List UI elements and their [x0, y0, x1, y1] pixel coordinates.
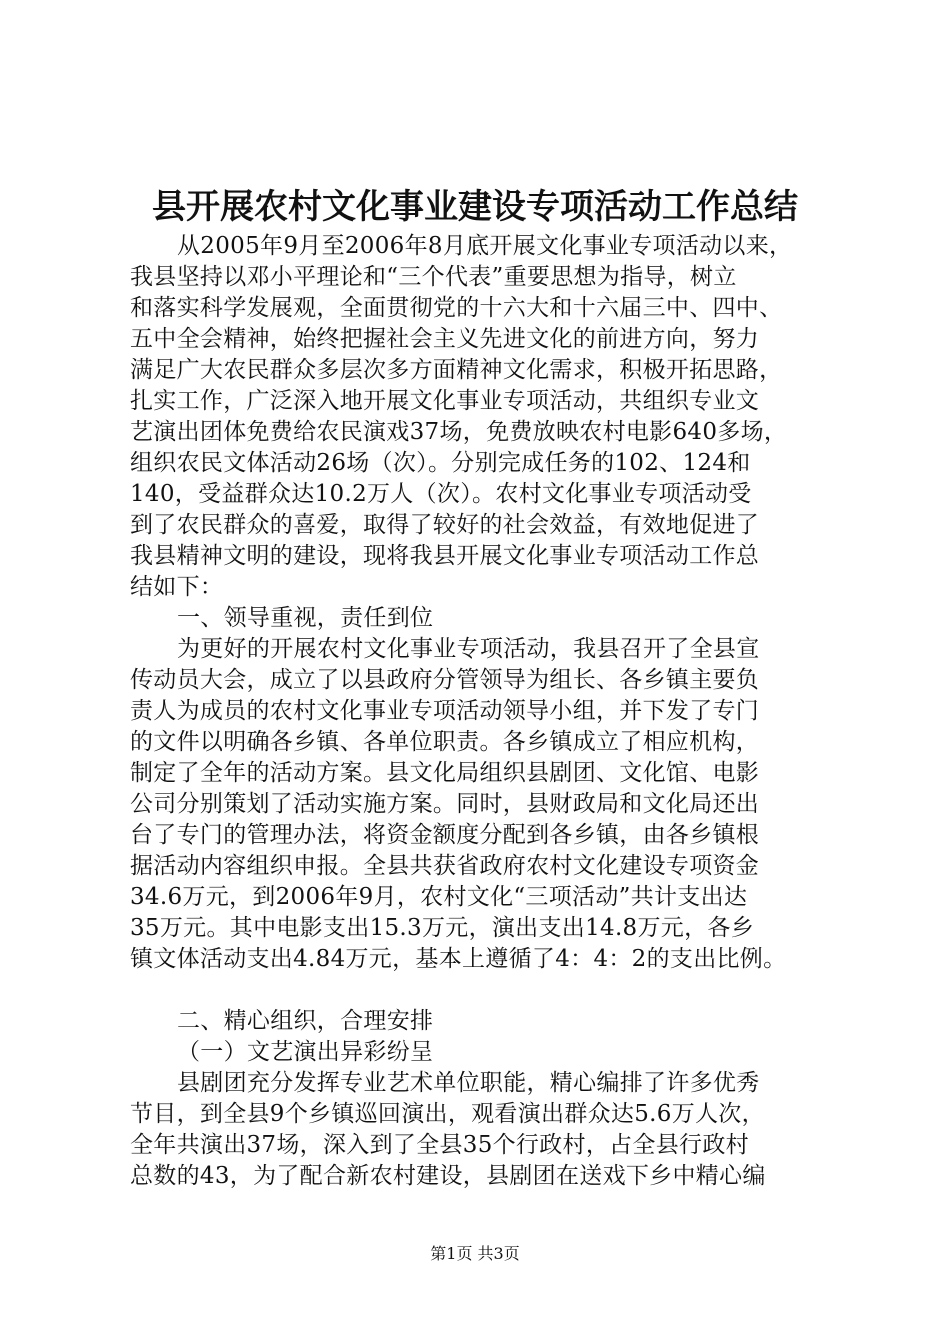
- paragraph-line: 35万元。其中电影支出15.3万元，演出支出14.8万元，各乡: [130, 915, 754, 941]
- paragraph-line: 我县坚持以邓小平理论和“三个代表”重要思想为指导，树立: [130, 264, 737, 290]
- document-body: [130, 231, 834, 1192]
- paragraph-line: 制定了全年的活动方案。县文化局组织县剧团、文化馆、电影: [130, 760, 760, 786]
- paragraph-line: 责人为成员的农村文化事业专项活动领导小组，并下发了专门: [130, 698, 760, 724]
- paragraph-line: 结如下：: [130, 574, 224, 600]
- document-title: 县开展农村文化事业建设专项活动工作总结: [152, 187, 798, 227]
- paragraph-line: 满足广大农民群众多层次多方面精神文化需求，积极开拓思路，: [130, 357, 783, 383]
- subsection-heading: （一）文艺演出异彩纷呈: [177, 1039, 434, 1065]
- paragraph-line: 镇文体活动支出4.84万元，基本上遵循了4：4：2的支出比例。: [130, 946, 787, 972]
- paragraph-line: 县剧团充分发挥专业艺术单位职能，精心编排了许多优秀: [177, 1070, 760, 1096]
- section-heading: 一、领导重视，责任到位: [177, 605, 434, 631]
- paragraph-line: 和落实科学发展观，全面贯彻党的十六大和十六届三中、四中、: [130, 295, 783, 321]
- paragraph-line: 我县精神文明的建设，现将我县开展文化事业专项活动工作总: [130, 543, 760, 569]
- paragraph-line: 组织农民文体活动26场（次）。分别完成任务的102、124和: [130, 450, 751, 476]
- paragraph-line: 为更好的开展农村文化事业专项活动，我县召开了全县宣: [177, 636, 760, 662]
- section-heading: 二、精心组织，合理安排: [177, 1008, 434, 1034]
- paragraph-line: 艺演出团体免费给农民演戏37场，免费放映农村电影640多场，: [130, 419, 788, 445]
- paragraph-line: 五中全会精神，始终把握社会主义先进文化的前进方向，努力: [130, 326, 760, 352]
- paragraph-line: 34.6万元，到2006年9月，农村文化“三项活动”共计支出达: [130, 884, 748, 910]
- paragraph-line: 140，受益群众达10.2万人（次）。农村文化事业专项活动受: [130, 481, 752, 507]
- paragraph-line: 的文件以明确各乡镇、各单位职责。各乡镇成立了相应机构，: [130, 729, 760, 755]
- paragraph-line: 据活动内容组织申报。全县共获省政府农村文化建设专项资金: [130, 853, 760, 879]
- page-number-footer: 第1页 共3页: [430, 1244, 520, 1263]
- paragraph-line: 公司分别策划了活动实施方案。同时，县财政局和文化局还出: [130, 791, 760, 817]
- blank-line: [130, 975, 834, 1006]
- paragraph-line: 节目，到全县9个乡镇巡回演出，观看演出群众达5.6万人次，: [130, 1101, 765, 1127]
- paragraph-line: 从2005年9月至2006年8月底开展文化事业专项活动以来，: [177, 233, 793, 259]
- paragraph-line: 传动员大会，成立了以县政府分管领导为组长、各乡镇主要负: [130, 667, 760, 693]
- paragraph-line: 全年共演出37场，深入到了全县35个行政村，占全县行政村: [130, 1132, 749, 1158]
- paragraph-line: 到了农民群众的喜爱，取得了较好的社会效益，有效地促进了: [130, 512, 760, 538]
- paragraph-line: 扎实工作，广泛深入地开展文化事业专项活动，共组织专业文: [130, 388, 760, 414]
- paragraph-line: 总数的43，为了配合新农村建设，县剧团在送戏下乡中精心编: [130, 1163, 766, 1189]
- paragraph-line: 台了专门的管理办法，将资金额度分配到各乡镇，由各乡镇根: [130, 822, 760, 848]
